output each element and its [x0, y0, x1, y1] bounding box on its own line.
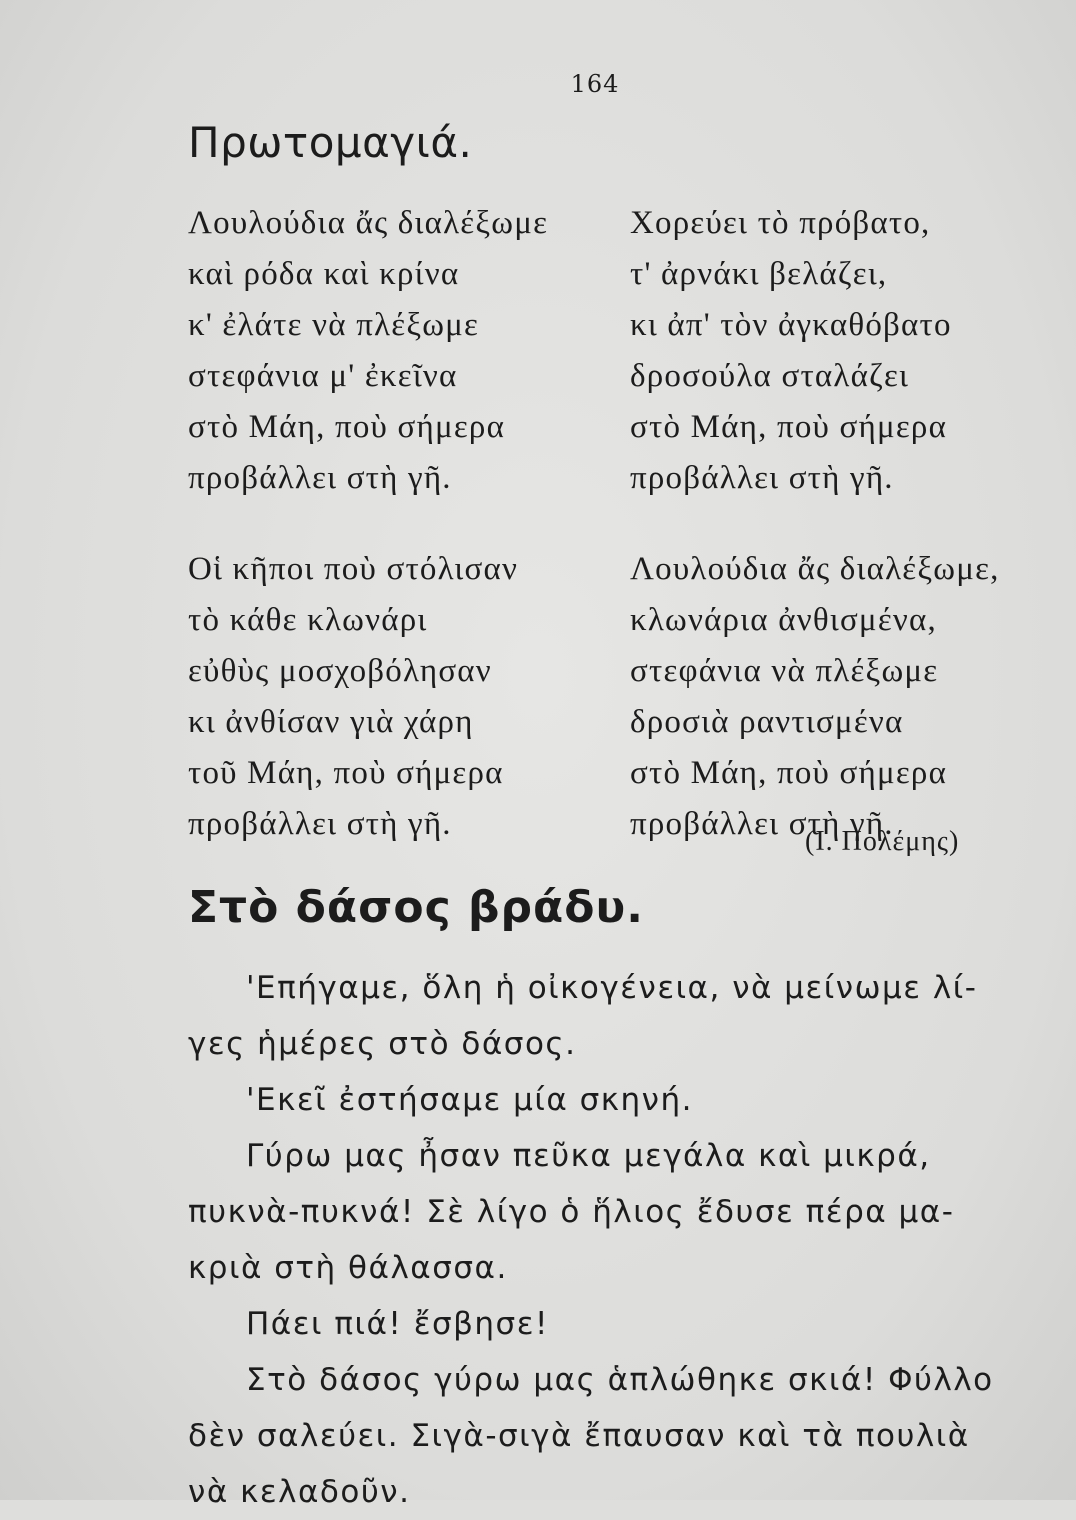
poem-line: Χορεύει τὸ πρόβατο, [630, 205, 931, 241]
poem-line: Λουλούδια ἄς διαλέξωμε, [630, 551, 1000, 587]
poem-line: στὸ Μάη, ποὺ σήμερα [188, 409, 506, 445]
poem-right-column [630, 198, 1000, 850]
poem-line: εὐθὺς μοσχοβόλησαν [188, 653, 492, 689]
poem-line: τ' ἀρνάκι βελάζει, [630, 256, 888, 292]
poem-line: προβάλλει στὴ γῆ. [630, 806, 894, 842]
poem-line: κι ἀνθίσαν γιὰ χάρη [188, 704, 474, 740]
story-line: πυκνὰ-πυκνά! Σὲ λίγο ὁ ἥλιος ἔδυσε πέρα μα- [188, 1194, 955, 1230]
poem-line: στεφάνια νὰ πλέξωμε [630, 653, 939, 689]
poem-left-column [188, 198, 548, 850]
stanza-gap [630, 504, 1000, 544]
poem-line: κι ἀπ' τὸν ἀγκαθόβατο [630, 307, 952, 343]
story-line: 'Επήγαμε, ὅλη ἡ οἰκογένεια, νὰ μείνωμε λί- [246, 970, 978, 1006]
poem-line: προβάλλει στὴ γῆ. [188, 460, 452, 496]
poem-line: Λουλούδια ἄς διαλέξωμε [188, 205, 549, 241]
story-line: δὲν σαλεύει. Σιγὰ-σιγὰ ἔπαυσαν καὶ τὰ πουλιὰ [188, 1418, 970, 1454]
poem-line: δροσούλα σταλάζει [630, 358, 910, 394]
stanza-gap [188, 504, 548, 544]
story-line: Πάει πιά! ἔσβησε! [246, 1306, 549, 1342]
poem-line: κλωνάρια ἀνθισμένα, [630, 602, 937, 638]
poem-line: Οἱ κῆποι ποὺ στόλισαν [188, 551, 519, 587]
poem-line: καὶ ρόδα καὶ κρίνα [188, 256, 460, 292]
poem-line: τοῦ Μάη, ποὺ σήμερα [188, 755, 504, 791]
poem-line: κ' ἐλάτε νὰ πλέξωμε [188, 307, 480, 343]
page-number: 164 [570, 70, 620, 98]
poem-line: προβάλλει στὴ γῆ. [188, 806, 452, 842]
poem-line: τὸ κάθε κλωνάρι [188, 602, 428, 638]
story-line: κριὰ στὴ θάλασσα. [188, 1250, 508, 1286]
story-text [188, 960, 1018, 1520]
story-line: Στὸ δάσος γύρω μας ἁπλώθηκε σκιά! Φύλλο [246, 1362, 994, 1398]
poem-line: στεφάνια μ' ἐκεῖνα [188, 358, 458, 394]
poem-line: δροσιὰ ραντισμένα [630, 704, 904, 740]
poem-title: Πρωτομαγιά. [188, 118, 473, 167]
poem-line: στὸ Μάη, ποὺ σήμερα [630, 755, 948, 791]
story-line: νὰ κελαδοῦν. [188, 1474, 411, 1510]
story-line: Γύρω μας ἦσαν πεῦκα μεγάλα καὶ μικρά, [246, 1138, 931, 1174]
poem-author: (Ι. Πολέμης) [805, 826, 960, 857]
story-line: γες ἡμέρες στὸ δάσος. [188, 1026, 577, 1062]
story-line: 'Εκεῖ ἐστήσαμε μία σκηνή. [246, 1082, 693, 1118]
poem-line: προβάλλει στὴ γῆ. [630, 460, 894, 496]
story-title: Στὸ δάσος βράδυ. [188, 882, 644, 933]
poem-line: στὸ Μάη, ποὺ σήμερα [630, 409, 948, 445]
